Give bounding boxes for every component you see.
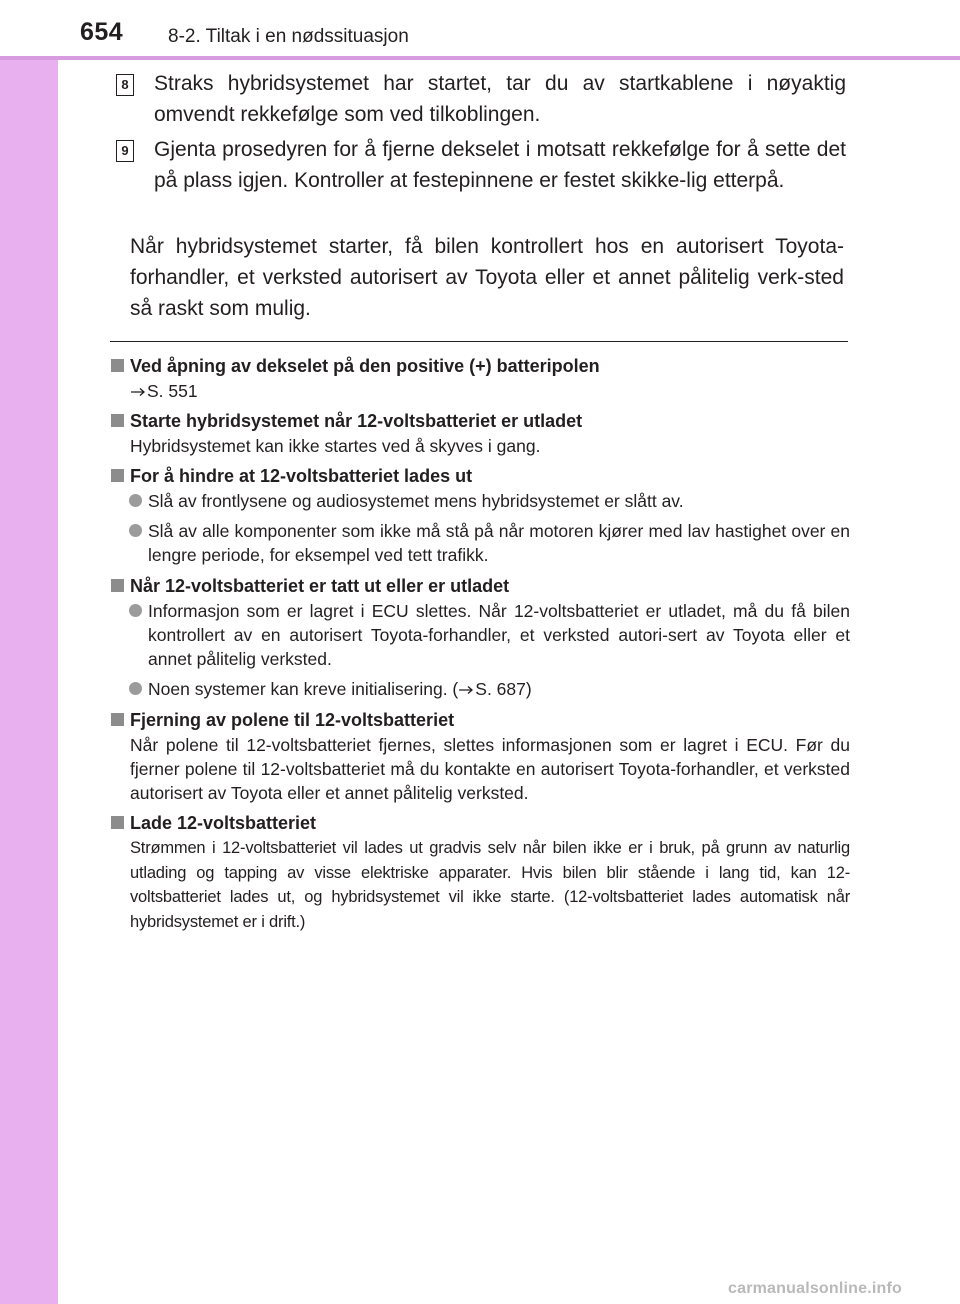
- header-rule: [0, 56, 960, 60]
- square-bullet-icon: [111, 713, 124, 726]
- step-number-box: 8: [116, 74, 134, 96]
- page-reference[interactable]: S. 687: [475, 679, 526, 699]
- note-heading: Når 12-voltsbatteriet er tatt ut eller er utladet: [110, 573, 850, 599]
- note-body: Hybridsystemet kan ikke startes ved å skyves i gang.: [130, 436, 541, 456]
- step-9: [116, 134, 846, 196]
- square-bullet-icon: [111, 414, 124, 427]
- section-title: 8-2. Tiltak i en nødssituasjon: [168, 26, 409, 47]
- step-number-box: 9: [116, 140, 134, 162]
- list-item: Informasjon som er lagret i ECU slettes. Når 12-voltsbatteriet er utladet, må du få bilen kontrollert av en autorisert Toyota-forhandler, et verksted autori-sert av Toyota eller et annet pålitelig verksted.: [110, 599, 850, 671]
- note-body: Når polene til 12-voltsbatteriet fjernes, slettes informasjonen som er lagret i ECU. Før du fjerner polene til 12-voltsbatteriet må du kontakte en autorisert Toyota-forhandler, et verksted autorisert av Toyota eller et annet pålitelig verksted.: [130, 735, 850, 803]
- arrow-right-icon: [130, 387, 146, 397]
- note-body: Strømmen i 12-voltsbatteriet vil lades ut gradvis selv når bilen ikke er i bruk, på grunn av naturlig utlading og tapping av visse elektriske apparater. Hvis bilen blir stående i lang tid, kan 12-voltsbatteriet lades ut, og hybridsystemet vil ikke starte. (12-voltsbatteriet lades automatisk når hybridsystemet er i drift.): [130, 839, 850, 931]
- arrow-right-icon: [458, 685, 474, 695]
- note-heading: Fjerning av polene til 12-voltsbatteriet: [110, 707, 850, 733]
- body-paragraph: Når hybridsystemet starter, få bilen kontrollert hos en autorisert Toyota-forhandler, et verksted autorisert av Toyota eller et annet pålitelig verk-sted så raskt som mulig.: [130, 235, 844, 320]
- page-reference[interactable]: S. 551: [110, 379, 850, 403]
- note-heading: For å hindre at 12-voltsbatteriet lades ut: [110, 463, 850, 489]
- square-bullet-icon: [111, 469, 124, 482]
- step-text: Straks hybridsystemet har startet, tar du av startkablene i nøyaktig omvendt rekkefølge som ved tilkoblingen.: [154, 72, 846, 126]
- page-number: 654: [80, 18, 124, 46]
- step-text: Gjenta prosedyren for å fjerne dekselet i motsatt rekkefølge for å sette det på plass igjen. Kontroller at festepinnene er festet skikke-lig etterpå.: [154, 138, 846, 192]
- round-bullet-icon: [129, 524, 142, 537]
- note-heading: Starte hybridsystemet når 12-voltsbatteriet er utladet: [110, 408, 850, 434]
- round-bullet-icon: [129, 682, 142, 695]
- list-item: Noen systemer kan kreve initialisering. ( S. 687): [110, 677, 850, 701]
- step-8: [116, 68, 846, 130]
- section-divider: [110, 341, 848, 342]
- list-item: Slå av alle komponenter som ikke må stå på når motoren kjører med lav hastighet over en lengre periode, for eksempel ved tett trafikk.: [110, 519, 850, 567]
- notes-section: [110, 349, 850, 939]
- watermark-logo: carmanualsonline.info: [728, 1280, 903, 1297]
- side-color-band: [0, 0, 58, 1304]
- list-item: Slå av frontlysene og audiosystemet mens hybridsystemet er slått av.: [110, 489, 850, 513]
- square-bullet-icon: [111, 359, 124, 372]
- square-bullet-icon: [111, 816, 124, 829]
- square-bullet-icon: [111, 579, 124, 592]
- note-heading: Lade 12-voltsbatteriet: [110, 810, 850, 836]
- header: [0, 0, 960, 56]
- round-bullet-icon: [129, 604, 142, 617]
- round-bullet-icon: [129, 494, 142, 507]
- note-heading: Ved åpning av dekselet på den positive (+) batteripolen: [110, 353, 850, 379]
